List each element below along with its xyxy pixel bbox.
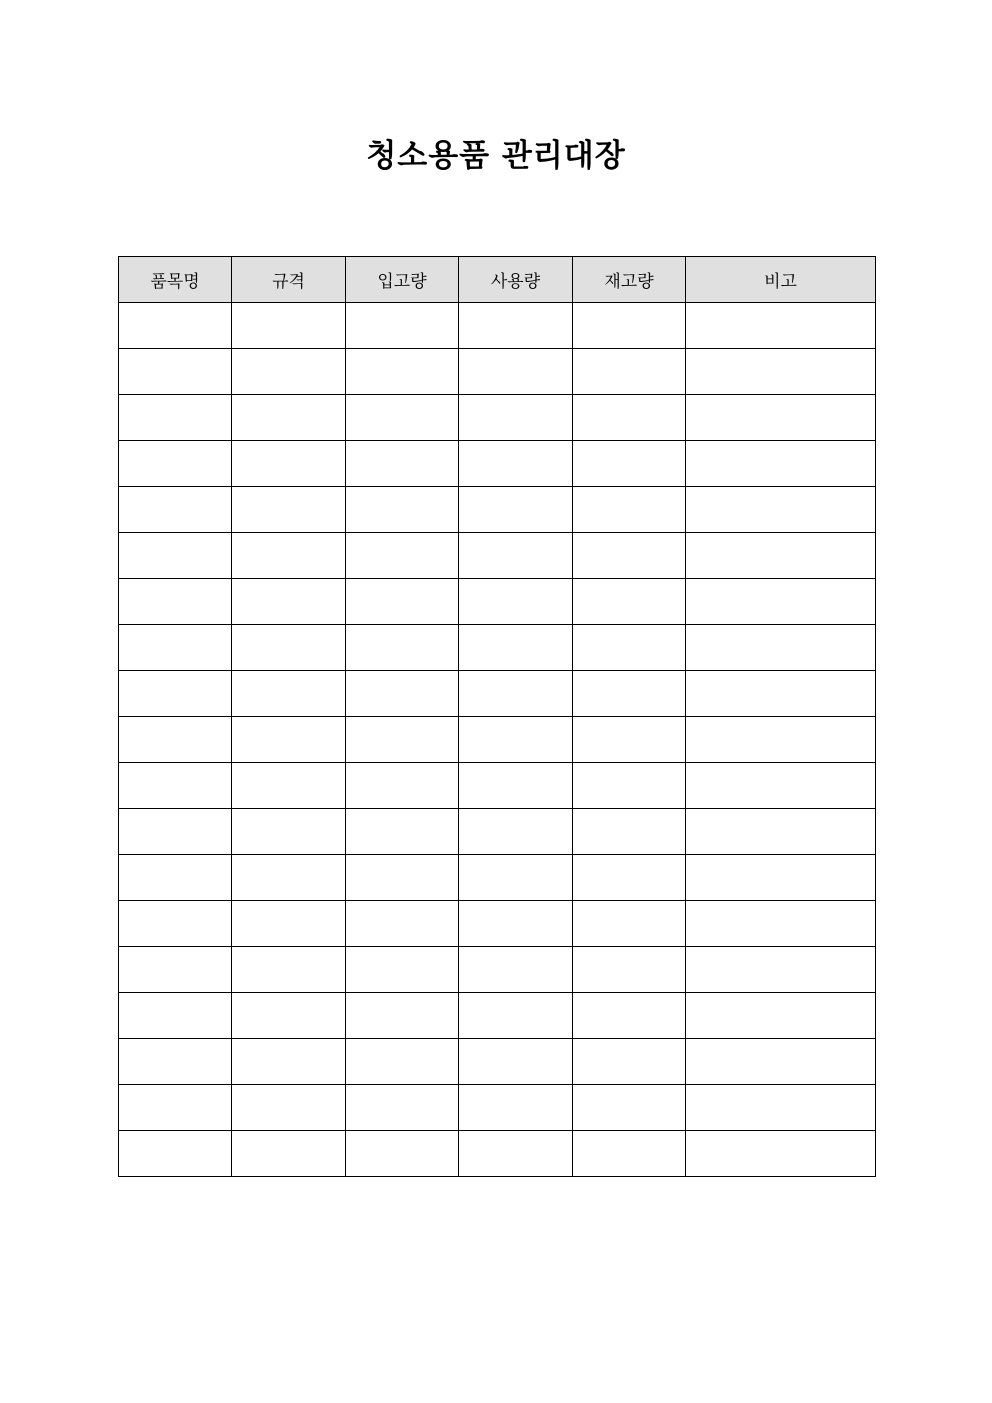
cell-remarks[interactable] <box>686 763 876 809</box>
table-row <box>119 1131 876 1177</box>
cell-remarks[interactable] <box>686 1039 876 1085</box>
cell-used-qty[interactable] <box>459 993 573 1039</box>
table-row <box>119 1085 876 1131</box>
cell-stock-qty[interactable] <box>573 809 686 855</box>
cell-received-qty[interactable] <box>346 671 459 717</box>
cell-received-qty[interactable] <box>346 809 459 855</box>
cell-used-qty[interactable] <box>459 1131 573 1177</box>
cell-used-qty[interactable] <box>459 579 573 625</box>
cell-remarks[interactable] <box>686 349 876 395</box>
cell-spec[interactable] <box>232 809 346 855</box>
cell-remarks[interactable] <box>686 855 876 901</box>
cell-received-qty[interactable] <box>346 1085 459 1131</box>
cell-used-qty[interactable] <box>459 1085 573 1131</box>
cell-stock-qty[interactable] <box>573 1131 686 1177</box>
cell-used-qty[interactable] <box>459 487 573 533</box>
cell-used-qty[interactable] <box>459 901 573 947</box>
table-row <box>119 947 876 993</box>
cell-received-qty[interactable] <box>346 947 459 993</box>
cell-item-name[interactable] <box>119 533 232 579</box>
cell-remarks[interactable] <box>686 717 876 763</box>
cell-spec[interactable] <box>232 717 346 763</box>
table-row <box>119 441 876 487</box>
cell-spec[interactable] <box>232 349 346 395</box>
cell-received-qty[interactable] <box>346 303 459 349</box>
cell-item-name[interactable] <box>119 671 232 717</box>
cell-stock-qty[interactable] <box>573 303 686 349</box>
column-header-received-qty: 입고량 <box>346 257 459 303</box>
cell-received-qty[interactable] <box>346 625 459 671</box>
column-header-remarks: 비고 <box>686 257 876 303</box>
cell-item-name[interactable] <box>119 579 232 625</box>
cell-stock-qty[interactable] <box>573 671 686 717</box>
cell-received-qty[interactable] <box>346 487 459 533</box>
table-row <box>119 579 876 625</box>
cell-stock-qty[interactable] <box>573 395 686 441</box>
cell-remarks[interactable] <box>686 1085 876 1131</box>
cell-remarks[interactable] <box>686 303 876 349</box>
cell-used-qty[interactable] <box>459 395 573 441</box>
cell-used-qty[interactable] <box>459 855 573 901</box>
cell-spec[interactable] <box>232 441 346 487</box>
table-row <box>119 993 876 1039</box>
cell-received-qty[interactable] <box>346 441 459 487</box>
cell-received-qty[interactable] <box>346 717 459 763</box>
cell-item-name[interactable] <box>119 993 232 1039</box>
table-row <box>119 533 876 579</box>
cell-stock-qty[interactable] <box>573 1039 686 1085</box>
cell-remarks[interactable] <box>686 993 876 1039</box>
cell-spec[interactable] <box>232 625 346 671</box>
cell-item-name[interactable] <box>119 809 232 855</box>
cell-remarks[interactable] <box>686 533 876 579</box>
cell-item-name[interactable] <box>119 625 232 671</box>
cell-spec[interactable] <box>232 395 346 441</box>
cell-stock-qty[interactable] <box>573 947 686 993</box>
column-header-stock-qty: 재고량 <box>573 257 686 303</box>
table-row <box>119 809 876 855</box>
cell-used-qty[interactable] <box>459 349 573 395</box>
cell-spec[interactable] <box>232 487 346 533</box>
cell-item-name[interactable] <box>119 349 232 395</box>
cell-received-qty[interactable] <box>346 579 459 625</box>
cell-used-qty[interactable] <box>459 763 573 809</box>
cell-item-name[interactable] <box>119 855 232 901</box>
cell-spec[interactable] <box>232 901 346 947</box>
cell-used-qty[interactable] <box>459 625 573 671</box>
table-row <box>119 855 876 901</box>
column-header-used-qty: 사용량 <box>459 257 573 303</box>
supply-ledger-table <box>118 256 876 1177</box>
cell-spec[interactable] <box>232 303 346 349</box>
cell-spec[interactable] <box>232 947 346 993</box>
column-header-spec: 규격 <box>232 257 346 303</box>
cell-received-qty[interactable] <box>346 395 459 441</box>
cell-item-name[interactable] <box>119 1131 232 1177</box>
table-row <box>119 1039 876 1085</box>
cell-stock-qty[interactable] <box>573 717 686 763</box>
table-body <box>119 303 876 1177</box>
cell-item-name[interactable] <box>119 717 232 763</box>
table-row <box>119 487 876 533</box>
cell-spec[interactable] <box>232 671 346 717</box>
table-row <box>119 901 876 947</box>
cell-remarks[interactable] <box>686 395 876 441</box>
cell-received-qty[interactable] <box>346 901 459 947</box>
cell-remarks[interactable] <box>686 441 876 487</box>
cell-remarks[interactable] <box>686 671 876 717</box>
cell-received-qty[interactable] <box>346 349 459 395</box>
table-row <box>119 395 876 441</box>
cell-stock-qty[interactable] <box>573 441 686 487</box>
cell-used-qty[interactable] <box>459 303 573 349</box>
cell-item-name[interactable] <box>119 901 232 947</box>
cell-remarks[interactable] <box>686 947 876 993</box>
cell-spec[interactable] <box>232 1085 346 1131</box>
cell-stock-qty[interactable] <box>573 579 686 625</box>
column-header-item-name: 품목명 <box>119 257 232 303</box>
cell-item-name[interactable] <box>119 1039 232 1085</box>
cell-received-qty[interactable] <box>346 763 459 809</box>
cell-stock-qty[interactable] <box>573 855 686 901</box>
cell-received-qty[interactable] <box>346 1131 459 1177</box>
cell-spec[interactable] <box>232 763 346 809</box>
cell-spec[interactable] <box>232 533 346 579</box>
cell-stock-qty[interactable] <box>573 993 686 1039</box>
cell-stock-qty[interactable] <box>573 533 686 579</box>
cell-item-name[interactable] <box>119 763 232 809</box>
cell-remarks[interactable] <box>686 579 876 625</box>
cell-stock-qty[interactable] <box>573 625 686 671</box>
table-header <box>119 257 876 303</box>
cell-remarks[interactable] <box>686 1131 876 1177</box>
cell-spec[interactable] <box>232 993 346 1039</box>
cell-stock-qty[interactable] <box>573 901 686 947</box>
cell-received-qty[interactable] <box>346 993 459 1039</box>
cell-item-name[interactable] <box>119 303 232 349</box>
table-row <box>119 625 876 671</box>
table-row <box>119 763 876 809</box>
cell-item-name[interactable] <box>119 1085 232 1131</box>
page-title: 청소용품 관리대장 <box>366 138 626 174</box>
cell-stock-qty[interactable] <box>573 763 686 809</box>
cell-received-qty[interactable] <box>346 1039 459 1085</box>
table-row <box>119 303 876 349</box>
cell-received-qty[interactable] <box>346 533 459 579</box>
cell-used-qty[interactable] <box>459 947 573 993</box>
table-row <box>119 349 876 395</box>
cell-stock-qty[interactable] <box>573 1085 686 1131</box>
cell-spec[interactable] <box>232 855 346 901</box>
header-row <box>119 257 876 303</box>
cell-item-name[interactable] <box>119 441 232 487</box>
cell-used-qty[interactable] <box>459 533 573 579</box>
cell-stock-qty[interactable] <box>573 487 686 533</box>
cell-spec[interactable] <box>232 1131 346 1177</box>
cell-spec[interactable] <box>232 579 346 625</box>
table-row <box>119 717 876 763</box>
cell-used-qty[interactable] <box>459 809 573 855</box>
cell-received-qty[interactable] <box>346 855 459 901</box>
table-row <box>119 671 876 717</box>
cell-used-qty[interactable] <box>459 441 573 487</box>
cell-spec[interactable] <box>232 1039 346 1085</box>
cell-remarks[interactable] <box>686 901 876 947</box>
cell-remarks[interactable] <box>686 487 876 533</box>
cell-remarks[interactable] <box>686 809 876 855</box>
cell-item-name[interactable] <box>119 395 232 441</box>
cell-used-qty[interactable] <box>459 717 573 763</box>
cell-remarks[interactable] <box>686 625 876 671</box>
cell-used-qty[interactable] <box>459 671 573 717</box>
cell-item-name[interactable] <box>119 487 232 533</box>
cell-used-qty[interactable] <box>459 1039 573 1085</box>
cell-stock-qty[interactable] <box>573 349 686 395</box>
cell-item-name[interactable] <box>119 947 232 993</box>
